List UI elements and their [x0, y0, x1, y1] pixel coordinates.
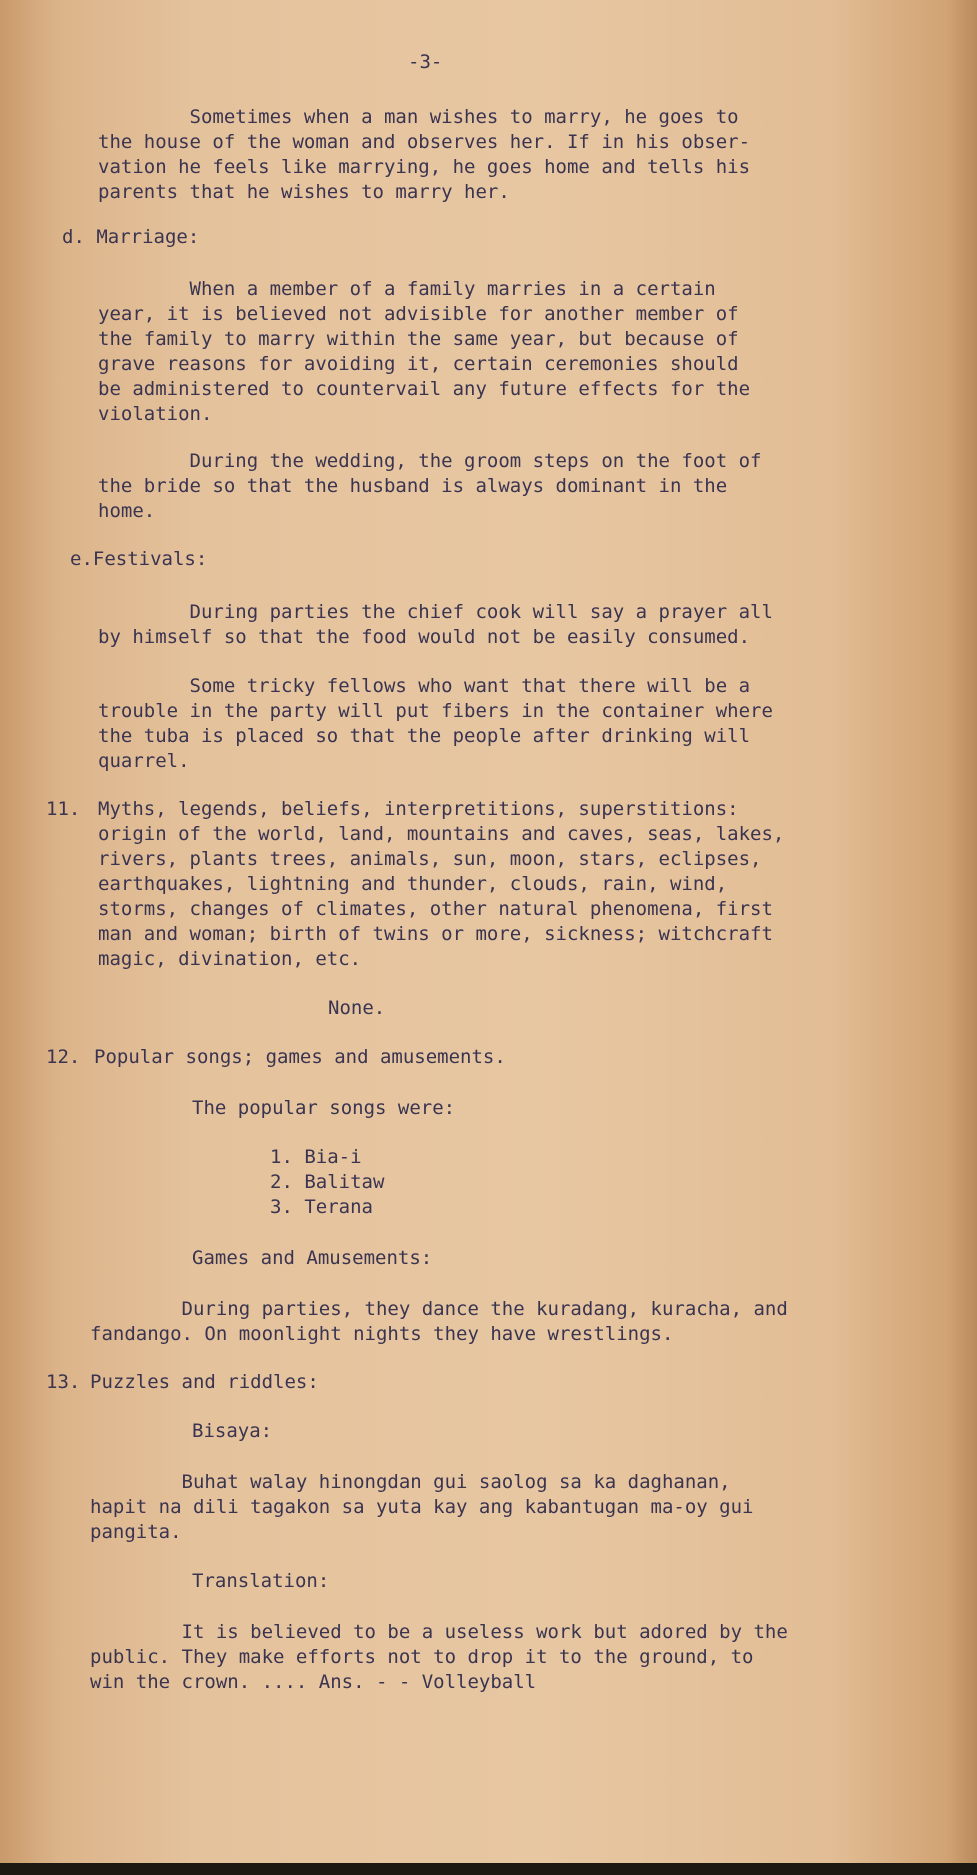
marriage-paragraph-2: During the wedding, the groom steps on the foot of the bride so that the husband is always dominant in the home.: [98, 450, 762, 522]
festivals-paragraph-2: Some tricky fellows who want that there will be a trouble in the party will put fibers in the container where the tuba is placed so that the people after drinking will quarrel.: [98, 675, 773, 772]
item-11-text: Myths, legends, beliefs, interpretitions, superstitions: origin of the world, land, mountains and caves, seas, lakes, rivers, plants trees, animals, sun, moon, stars, eclipses, earthquakes, lightning and thunder, clouds, rain, wind, storms, changes of climates, other natural phenomena, first man and woman; birth of twins or more, sickness; witchcraft magic, divination, etc.: [98, 798, 785, 970]
games-heading: Games and Amusements:: [192, 1247, 433, 1269]
item-12-number: 12.: [46, 1046, 81, 1068]
item-13-text: Puzzles and riddles:: [90, 1371, 319, 1393]
marriage-heading: d. Marriage:: [62, 226, 200, 248]
translation-heading: Translation:: [192, 1570, 330, 1592]
songs-list: 1. Bia-i 2. Balitaw 3. Terana: [270, 1146, 385, 1218]
item-11-number: 11.: [46, 798, 81, 820]
bisaya-riddle: Buhat walay hinongdan gui saolog sa ka daghanan, hapit na dili tagakon sa yuta kay ang kabantugan ma-oy gui pangita.: [90, 1471, 754, 1543]
item-11-answer: None.: [328, 997, 386, 1019]
games-paragraph: During parties, they dance the kuradang, kuracha, and fandango. On moonlight nights they have wrestlings.: [90, 1298, 788, 1345]
songs-intro: The popular songs were:: [192, 1097, 456, 1119]
marriage-paragraph-1: When a member of a family marries in a certain year, it is believed not advisible for another member of the family to marry within the same year, but because of grave reasons for avoiding it, certain ceremonies should be administered to countervail any future effects for the violation.: [98, 278, 751, 425]
festivals-paragraph-1: During parties the chief cook will say a prayer all by himself so that the food would not be easily consumed.: [98, 601, 773, 648]
item-12-text: Popular songs; games and amusements.: [94, 1046, 506, 1068]
intro-paragraph: Sometimes when a man wishes to marry, he goes to the house of the woman and observes her. If in his obser- vation he feels like marrying, he goes home and tells his parents that he wishes to marry her.: [98, 106, 751, 203]
page-number: -3-: [408, 51, 443, 73]
bisaya-heading: Bisaya:: [192, 1420, 273, 1442]
translation-text: It is believed to be a useless work but adored by the public. They make efforts not to drop it to the ground, to win the crown. .... Ans. - - Volleyball: [90, 1621, 788, 1693]
item-13-number: 13.: [46, 1371, 81, 1393]
festivals-heading: e.Festivals:: [70, 548, 208, 570]
